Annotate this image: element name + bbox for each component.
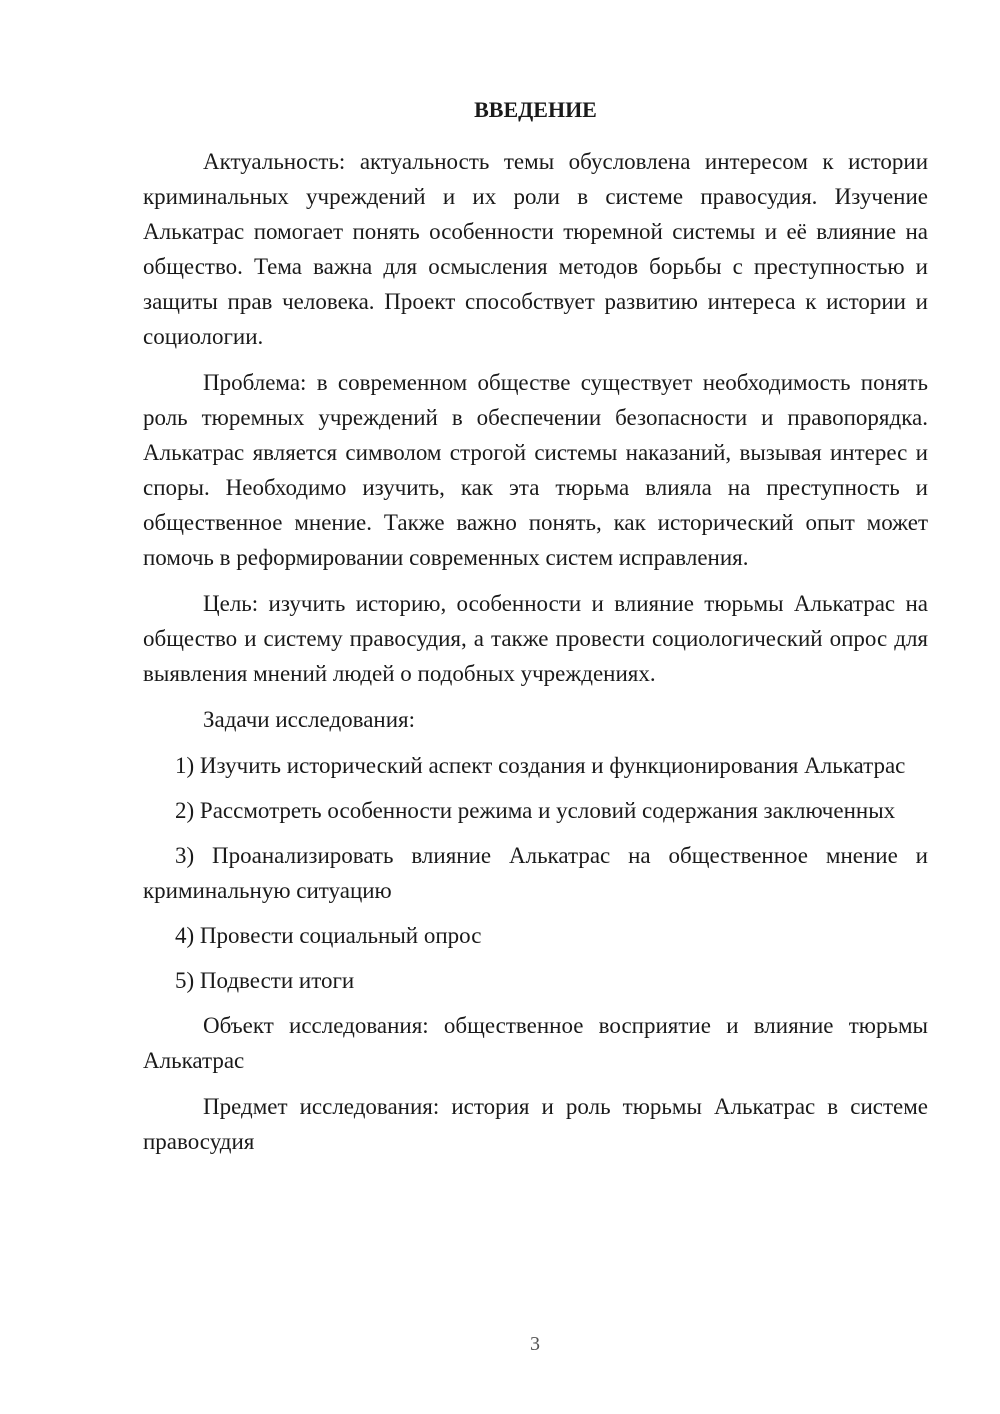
- section-title: ВВЕДЕНИЕ: [474, 97, 597, 122]
- tasks-heading: Задачи исследования:: [203, 707, 416, 732]
- task-item-5: 5) Подвести итоги: [175, 968, 355, 993]
- task-item-1: 1) Изучить исторический аспект создания и функционирования Алькатрас: [175, 753, 906, 778]
- page-body: [143, 95, 928, 1159]
- task-item-2: 2) Рассмотреть особенности режима и условий содержания заключенных: [175, 798, 896, 823]
- goal-paragraph: Цель: изучить историю, особенности и влияние тюрьмы Алькатрас на общество и систему правосудия, а также провести социологический опрос для выявления мнений людей о подобных учреждениях.: [143, 591, 928, 686]
- page-number: 3: [530, 1333, 540, 1355]
- relevance-paragraph: Актуальность: актуальность темы обусловлена интересом к истории криминальных учреждений и их роли в системе правосудия. Изучение Алькатрас помогает понять особенности тюремной системы и её влияние на общество. Тема важна для осмысления методов борьбы с преступностью и защиты прав человека. Проект способствует развитию интереса к истории и социологии.: [143, 149, 928, 349]
- research-subject: Предмет исследования: история и роль тюрьмы Алькатрас в системе правосудия: [143, 1094, 928, 1154]
- research-object: Объект исследования: общественное восприятие и влияние тюрьмы Алькатрас: [143, 1013, 928, 1073]
- task-item-3: 3) Проанализировать влияние Алькатрас на общественное мнение и криминальную ситуацию: [143, 843, 928, 903]
- task-item-4: 4) Провести социальный опрос: [175, 923, 482, 948]
- problem-paragraph: Проблема: в современном обществе существует необходимость понять роль тюремных учреждений в обеспечении безопасности и правопорядка. Алькатрас является символом строгой системы наказаний, вызывая интерес и споры. Необходимо изучить, как эта тюрьма влияла на преступность и общественное мнение. Также важно понять, как исторический опыт может помочь в реформировании современных систем исправления.: [143, 370, 928, 570]
